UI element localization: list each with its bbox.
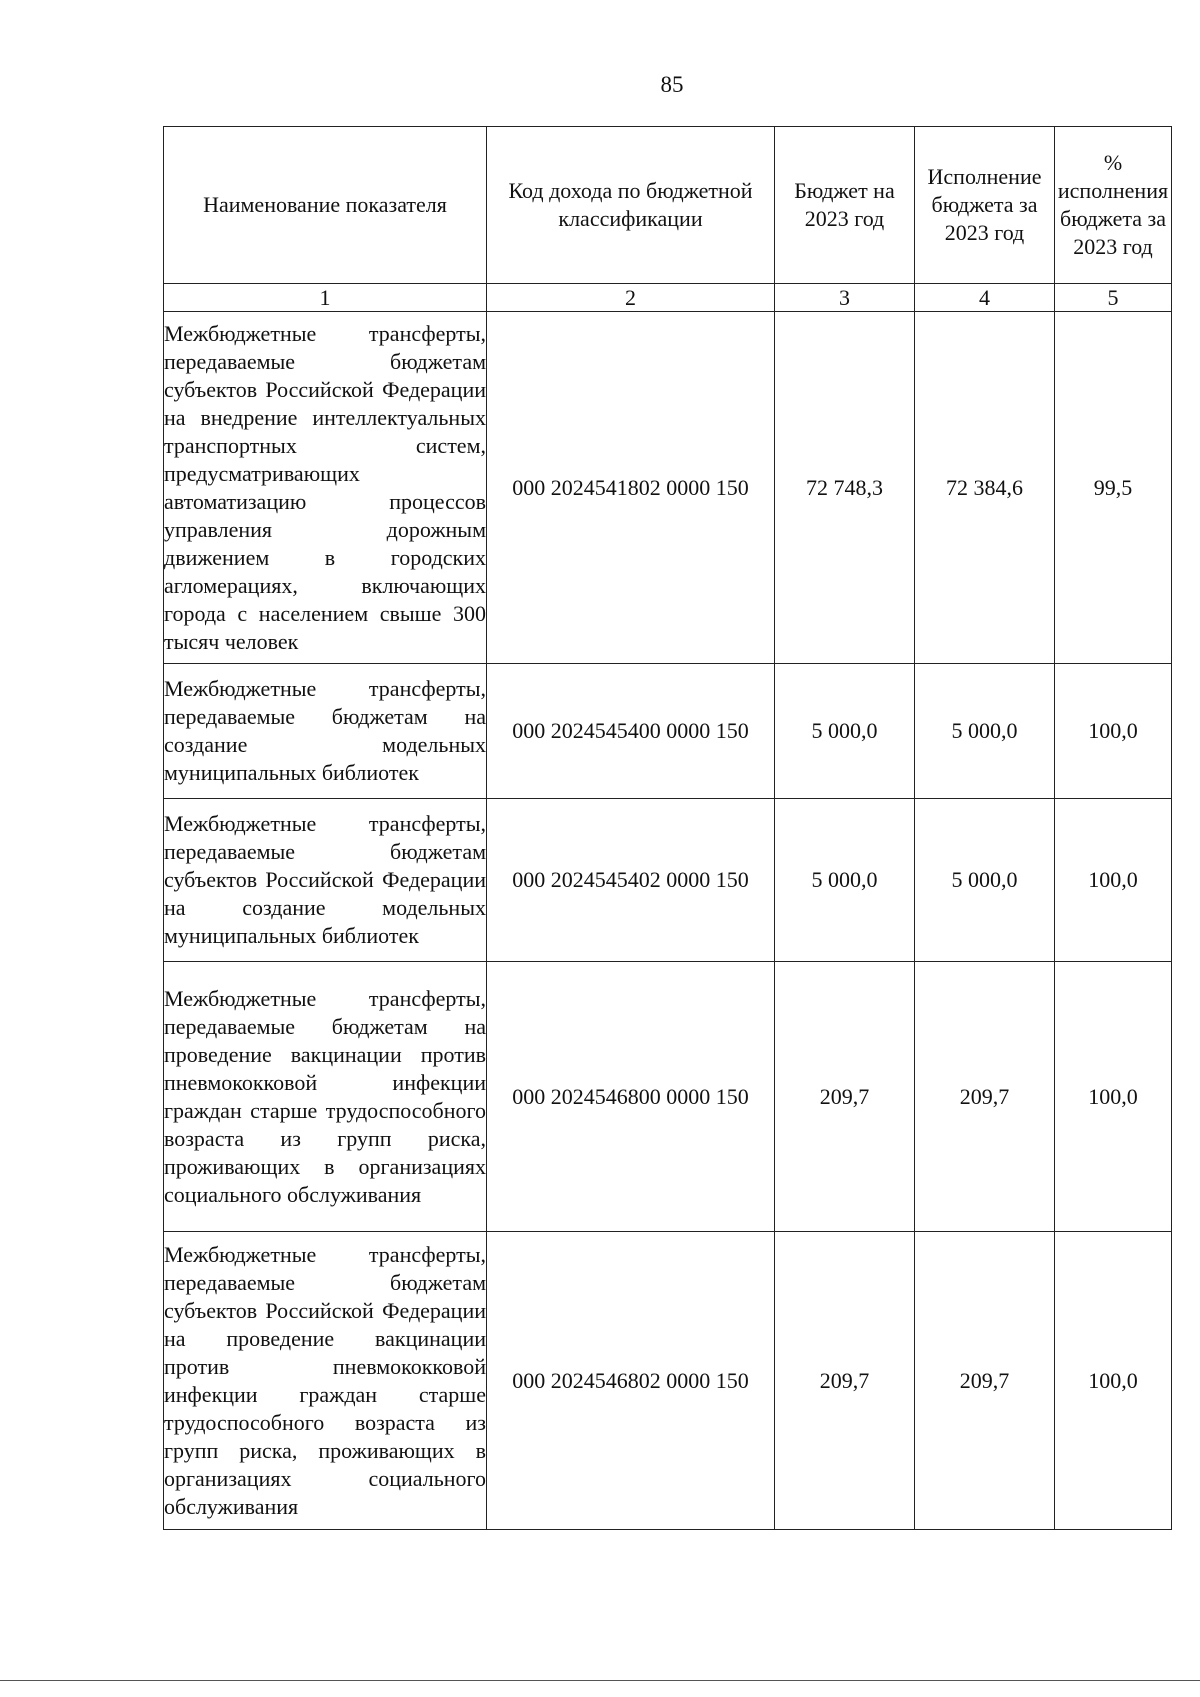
- row-code: 000 2024541802 0000 150: [487, 312, 775, 664]
- row-budget: 5 000,0: [775, 799, 915, 962]
- row-budget: 209,7: [775, 962, 915, 1232]
- row-code: 000 2024545400 0000 150: [487, 664, 775, 799]
- header-code: Код дохода по бюджетной классификации: [487, 127, 775, 284]
- row-budget: 72 748,3: [775, 312, 915, 664]
- table-row: [164, 1232, 1172, 1530]
- row-execution: 209,7: [915, 962, 1055, 1232]
- column-number-row: [164, 284, 1172, 312]
- row-execution: 5 000,0: [915, 799, 1055, 962]
- row-percent: 100,0: [1055, 1232, 1172, 1530]
- row-percent: 99,5: [1055, 312, 1172, 664]
- row-name: Межбюджетные трансферты, передаваемые бюджетам на создание модельных муниципальных библиотек: [164, 664, 487, 799]
- bottom-rule: [0, 1680, 1200, 1681]
- row-name: Межбюджетные трансферты, передаваемые бюджетам на проведение вакцинации против пневмококковой инфекции граждан старше трудоспособного возраста из групп риска, проживающих в организациях социального обслуживания: [164, 962, 487, 1232]
- row-name: Межбюджетные трансферты, передаваемые бюджетам субъектов Российской Федерации на создание модельных муниципальных библиотек: [164, 799, 487, 962]
- row-percent: 100,0: [1055, 664, 1172, 799]
- row-code: 000 2024546802 0000 150: [487, 1232, 775, 1530]
- row-name: Межбюджетные трансферты, передаваемые бюджетам субъектов Российской Федерации на внедрение интеллектуальных транспортных систем, предусматривающих автоматизацию процессов управления дорожным движением в городских агломерациях, включающих города с населением свыше 300 тысяч человек: [164, 312, 487, 664]
- row-code: 000 2024545402 0000 150: [487, 799, 775, 962]
- row-percent: 100,0: [1055, 962, 1172, 1232]
- page-number: 85: [660, 72, 684, 97]
- header-budget: Бюджет на 2023 год: [775, 127, 915, 284]
- row-percent: 100,0: [1055, 799, 1172, 962]
- header-name: Наименование показателя: [164, 127, 487, 284]
- row-execution: 5 000,0: [915, 664, 1055, 799]
- row-budget: 5 000,0: [775, 664, 915, 799]
- table-row: [164, 962, 1172, 1232]
- budget-table: [163, 126, 1172, 1530]
- row-budget: 209,7: [775, 1232, 915, 1530]
- table-row: [164, 664, 1172, 799]
- header-row: [164, 127, 1172, 284]
- column-number: 3: [775, 284, 915, 312]
- row-name: Межбюджетные трансферты, передаваемые бюджетам субъектов Российской Федерации на проведение вакцинации против пневмококковой инфекции граждан старше трудоспособного возраста из групп риска, проживающих в организациях социального обслуживания: [164, 1232, 487, 1530]
- header-execution: Исполнение бюджета за 2023 год: [915, 127, 1055, 284]
- column-number: 4: [915, 284, 1055, 312]
- column-number: 2: [487, 284, 775, 312]
- table-row: [164, 312, 1172, 664]
- row-code: 000 2024546800 0000 150: [487, 962, 775, 1232]
- column-number: 5: [1055, 284, 1172, 312]
- column-number: 1: [164, 284, 487, 312]
- header-percent: % исполнения бюджета за 2023 год: [1055, 127, 1172, 284]
- table-row: [164, 799, 1172, 962]
- row-execution: 209,7: [915, 1232, 1055, 1530]
- row-execution: 72 384,6: [915, 312, 1055, 664]
